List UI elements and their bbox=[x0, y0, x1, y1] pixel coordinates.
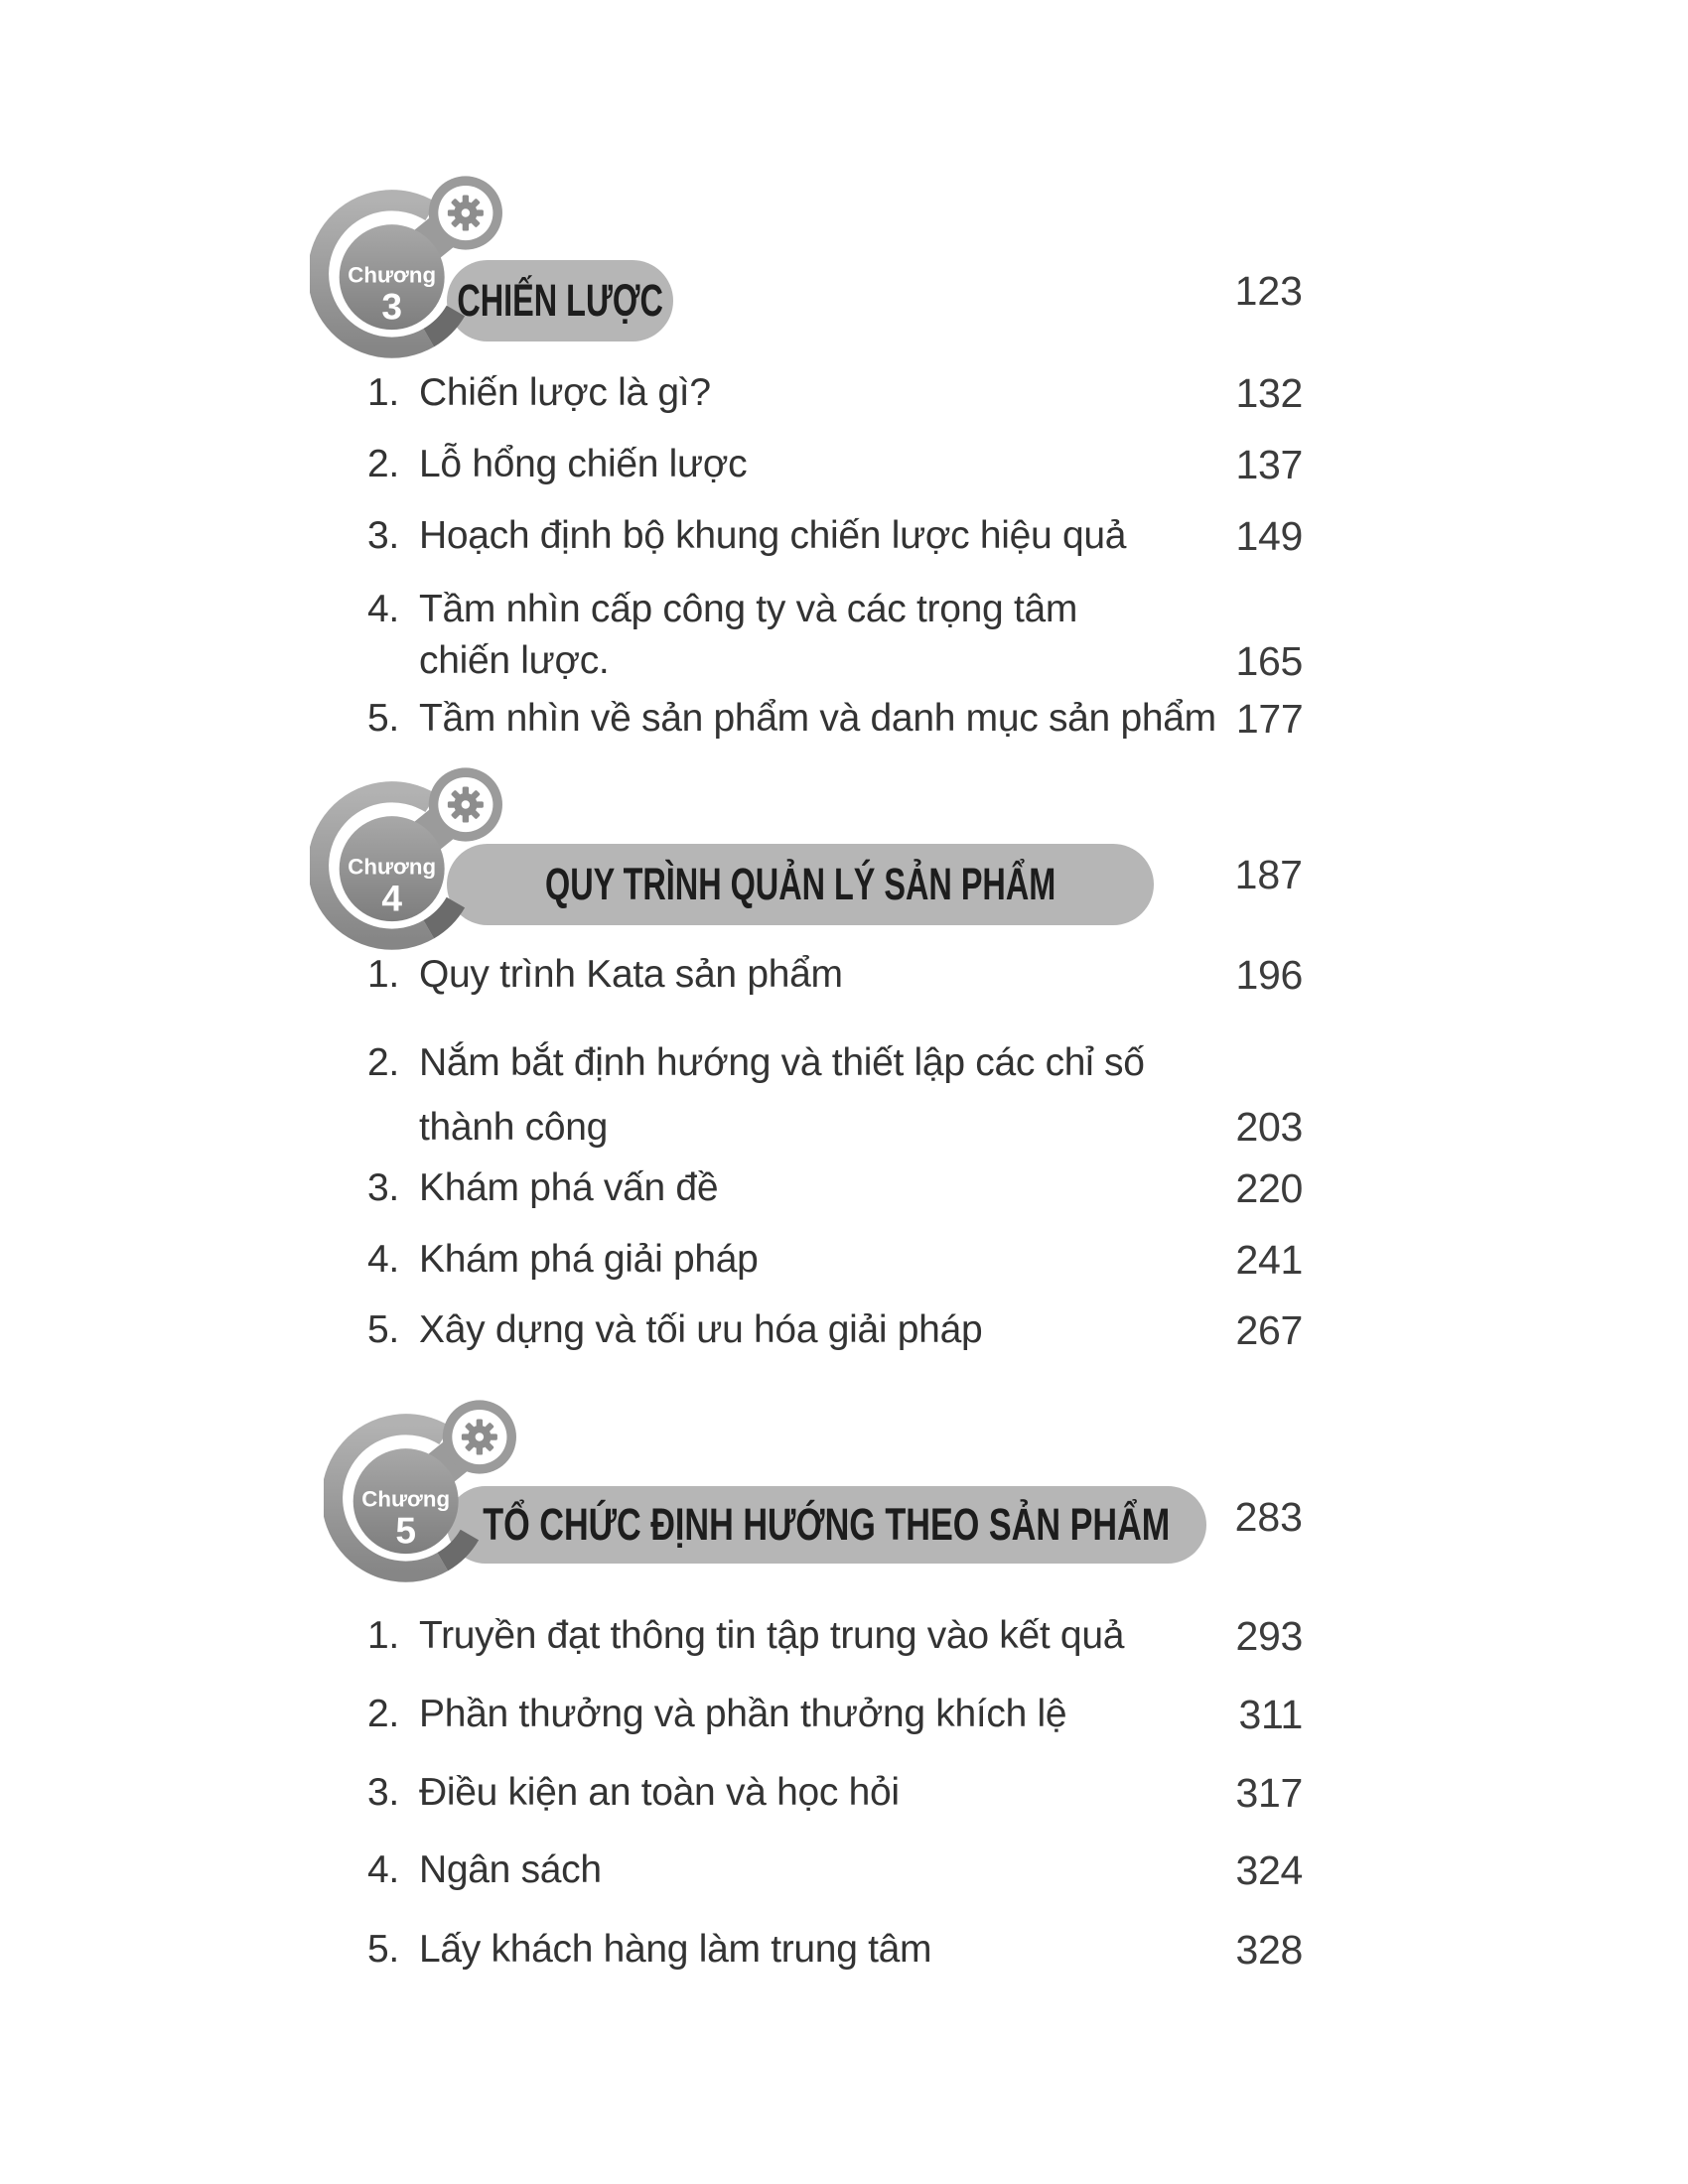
toc-item-text: Tầm nhìn về sản phẩm và danh mục sản phẩm bbox=[419, 697, 1216, 740]
gear-hole bbox=[476, 1433, 484, 1440]
chapter-5-badge bbox=[324, 1393, 534, 1603]
toc-item-page: 328 bbox=[1235, 1927, 1303, 1973]
toc-item-number: 1. bbox=[367, 371, 399, 414]
toc-item-page: 137 bbox=[1235, 442, 1303, 487]
toc-item-page: 177 bbox=[1235, 696, 1304, 742]
toc-item-text: Điều kiện an toàn và học hỏi bbox=[419, 1771, 900, 1814]
toc-item-page: 165 bbox=[1235, 638, 1303, 684]
toc-item-text: Khám phá giải pháp bbox=[419, 1238, 759, 1281]
toc-item-line1: Tầm nhìn cấp công ty và các trọng tâm bbox=[419, 588, 1078, 630]
toc-item-page: 241 bbox=[1235, 1237, 1303, 1283]
badge-arc-shadow bbox=[443, 1535, 470, 1562]
toc-item-row bbox=[367, 1164, 1303, 1212]
toc-item-row bbox=[367, 441, 1303, 488]
toc-item-page: 132 bbox=[1235, 370, 1303, 416]
toc-item-row bbox=[367, 1612, 1303, 1660]
badge-chapter-label: Chương bbox=[348, 262, 437, 288]
chapter-4-title-pill bbox=[447, 844, 1154, 925]
toc-item-page: 203 bbox=[1235, 1104, 1303, 1150]
toc-item-text: Truyền đạt thông tin tập trung vào kết quả bbox=[419, 1614, 1125, 1657]
badge-chapter-label: Chương bbox=[348, 854, 437, 880]
chapter-5-page-number: 283 bbox=[1234, 1494, 1303, 1540]
toc-item-number: 5. bbox=[367, 697, 399, 740]
toc-item-text: Lấy khách hàng làm trung tâm bbox=[419, 1928, 932, 1971]
toc-item-text: Quy trình Kata sản phẩm bbox=[419, 953, 843, 996]
chapter-title: QUY TRÌNH QUẢN LÝ SẢN PHẨM bbox=[544, 859, 1056, 909]
toc-item-number: 2. bbox=[367, 1693, 399, 1735]
toc-item-text: Ngân sách bbox=[419, 1848, 602, 1891]
toc-item-page: 317 bbox=[1235, 1770, 1303, 1816]
badge-chapter-number: 5 bbox=[395, 1509, 416, 1552]
toc-item-text: Phần thưởng và phần thưởng khích lệ bbox=[419, 1693, 1067, 1735]
badge-chapter-label: Chương bbox=[361, 1486, 451, 1512]
chapter-4-badge bbox=[310, 760, 520, 971]
toc-item-line2: thành công bbox=[419, 1106, 609, 1149]
toc-item-row bbox=[367, 1846, 1303, 1894]
toc-item-number: 3. bbox=[367, 1771, 399, 1814]
toc-item-text: Khám phá vấn đề bbox=[419, 1166, 719, 1209]
toc-item-number: 4. bbox=[367, 1238, 399, 1281]
toc-item-text bbox=[419, 584, 1077, 687]
toc-item-page: 324 bbox=[1235, 1847, 1303, 1893]
chapter-title: TỔ CHỨC ĐỊNH HƯỚNG THEO SẢN PHẨM bbox=[483, 1499, 1171, 1550]
toc-item-number: 3. bbox=[367, 1166, 399, 1209]
toc-item-row bbox=[367, 695, 1303, 743]
toc-item-row bbox=[367, 1769, 1303, 1817]
toc-item-row bbox=[367, 584, 1303, 687]
toc-item-page: 149 bbox=[1235, 513, 1303, 559]
toc-item-number: 1. bbox=[367, 953, 399, 996]
chapter-5-title-pill bbox=[447, 1486, 1206, 1564]
badge-chapter-number: 3 bbox=[381, 285, 402, 328]
toc-item-row bbox=[367, 1306, 1303, 1354]
toc-item-text: Hoạch định bộ khung chiến lược hiệu quả bbox=[419, 514, 1127, 557]
toc-item-row bbox=[367, 1236, 1303, 1284]
toc-item-number: 4. bbox=[367, 1848, 399, 1891]
chapter-badge-graphic bbox=[310, 760, 520, 971]
gear-hole bbox=[462, 208, 470, 216]
toc-item-number: 5. bbox=[367, 1308, 399, 1351]
toc-item-text: Chiến lược là gì? bbox=[419, 371, 711, 414]
toc-item-page: 196 bbox=[1235, 952, 1303, 998]
chapter-title: CHIẾN LƯỢC bbox=[457, 275, 663, 326]
toc-item-number: 5. bbox=[367, 1928, 399, 1971]
toc-item-row bbox=[367, 512, 1303, 560]
toc-item-number: 3. bbox=[367, 514, 399, 557]
toc-item-line1: Nắm bắt định hướng và thiết lập các chỉ số bbox=[419, 1041, 1145, 1084]
toc-item-row bbox=[367, 1926, 1303, 1974]
toc-item-number: 2. bbox=[367, 1041, 399, 1084]
toc-item-line2: chiến lược. bbox=[419, 639, 610, 682]
toc-item-text bbox=[419, 1030, 1145, 1160]
badge-arc-shadow bbox=[429, 902, 456, 929]
gear-hole bbox=[462, 800, 470, 808]
badge-chapter-number: 4 bbox=[381, 877, 402, 919]
toc-item-number: 1. bbox=[367, 1614, 399, 1657]
chapter-3-page-number: 123 bbox=[1234, 268, 1303, 314]
toc-item-number: 4. bbox=[367, 588, 399, 630]
toc-item-page: 220 bbox=[1235, 1165, 1303, 1211]
toc-item-page: 311 bbox=[1238, 1692, 1303, 1737]
chapter-3-badge bbox=[310, 169, 520, 379]
toc-item-number: 2. bbox=[367, 443, 399, 485]
chapter-badge-graphic bbox=[324, 1393, 534, 1603]
chapter-badge-graphic bbox=[310, 169, 520, 379]
badge-arc-shadow bbox=[429, 311, 456, 338]
chapter-4-page-number: 187 bbox=[1234, 852, 1303, 897]
toc-item-page: 293 bbox=[1235, 1613, 1303, 1659]
toc-item-row bbox=[367, 1030, 1303, 1160]
toc-item-page: 267 bbox=[1235, 1307, 1303, 1353]
toc-item-text: Xây dựng và tối ưu hóa giải pháp bbox=[419, 1308, 983, 1351]
toc-item-text: Lỗ hổng chiến lược bbox=[419, 443, 748, 485]
toc-item-row bbox=[367, 1691, 1303, 1738]
